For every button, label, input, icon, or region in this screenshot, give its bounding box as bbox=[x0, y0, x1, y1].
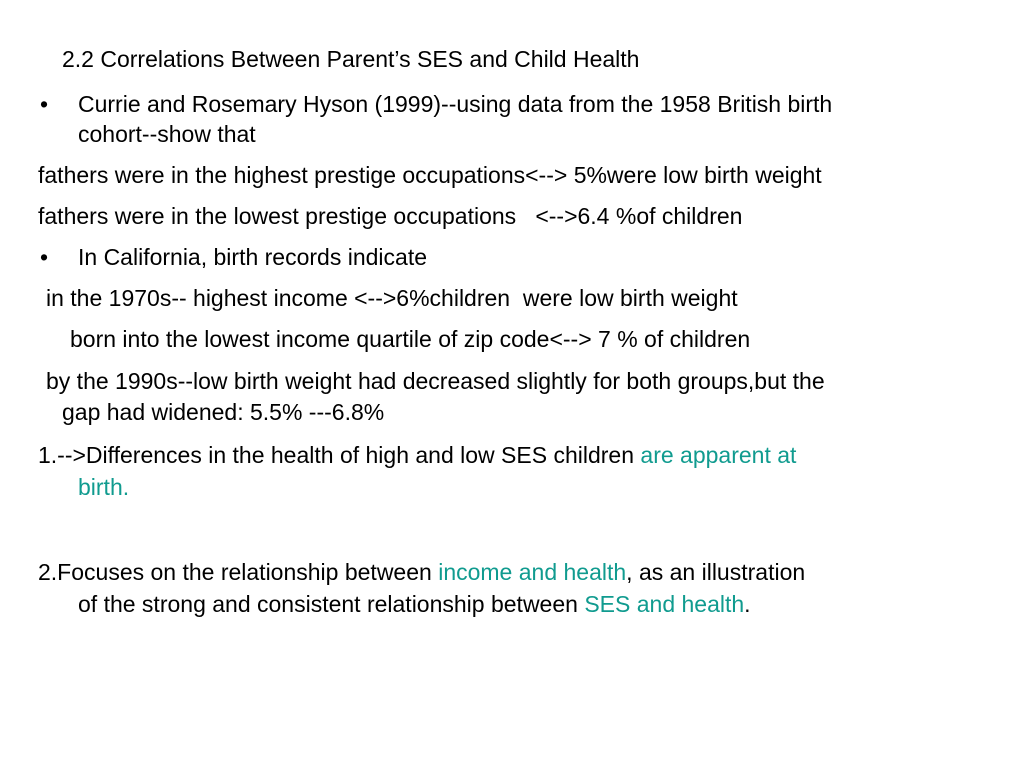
bullet1-text-line2: cohort--show that bbox=[78, 121, 256, 147]
bullet2-text: In California, birth records indicate bbox=[78, 244, 427, 270]
point1-highlight-b: birth. bbox=[78, 474, 130, 500]
point2-highlight-ses-health: SES and health bbox=[584, 591, 745, 617]
california-1990s-line2: gap had widened: 5.5% ---6.8% bbox=[62, 399, 385, 425]
bullet1-text-line1: Currie and Rosemary Hyson (1999)--using data from the 1958 British birth bbox=[78, 91, 833, 117]
point2-line2-prefix: of the strong and consistent relationship between bbox=[78, 591, 585, 617]
fathers-lowest-line: fathers were in the lowest prestige occupations <-->6.4 %of children bbox=[38, 203, 743, 229]
point2-line2 bbox=[78, 588, 751, 621]
bullet-marker-2: • bbox=[40, 244, 49, 270]
point2-mid: , as an illustration bbox=[626, 559, 806, 585]
bullet-marker-1: • bbox=[40, 91, 49, 117]
california-1970s-line: in the 1970s-- highest income <-->6%children were low birth weight bbox=[46, 285, 738, 311]
point1-prefix: 1.-->Differences in the health of high and low SES children bbox=[38, 442, 641, 468]
point1-line1 bbox=[38, 439, 796, 472]
point2-line1 bbox=[38, 556, 805, 589]
point2-prefix: 2.Focuses on the relationship between bbox=[38, 559, 439, 585]
california-1990s-line1: by the 1990s--low birth weight had decreased slightly for both groups,but the bbox=[46, 368, 825, 394]
point1-highlight-a: are apparent at bbox=[640, 442, 797, 468]
point2-highlight-income-health: income and health bbox=[438, 559, 627, 585]
lowest-quartile-line: born into the lowest income quartile of zip code<--> 7 % of children bbox=[70, 326, 751, 352]
slide-title: 2.2 Correlations Between Parent’s SES and Child Health bbox=[62, 46, 640, 72]
fathers-highest-line: fathers were in the highest prestige occupations<--> 5%were low birth weight bbox=[38, 162, 822, 188]
point2-end: . bbox=[744, 591, 751, 617]
